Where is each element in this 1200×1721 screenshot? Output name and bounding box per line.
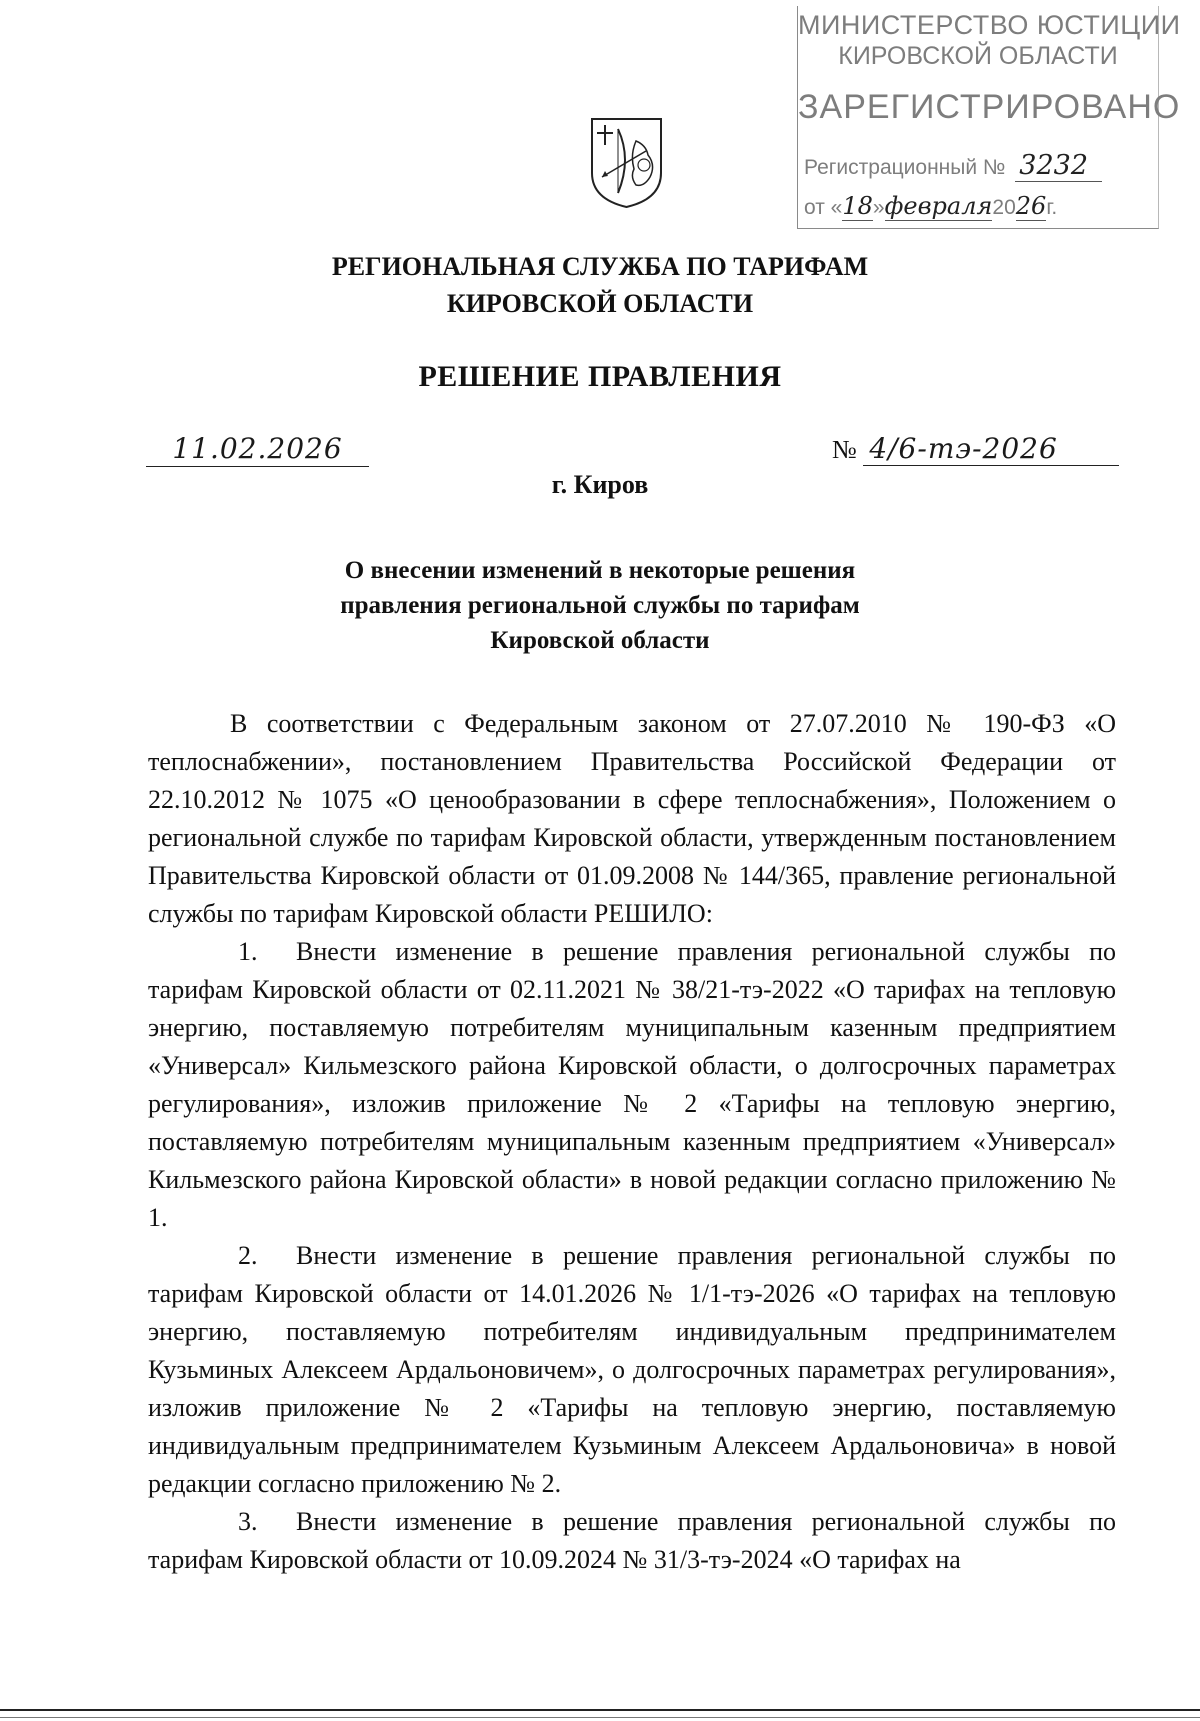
page-bottom-divider [0,1709,1200,1718]
stamp-date-year: 26 [1015,192,1047,220]
stamp-date-year-prefix: 20 [992,196,1016,219]
item-text: Внести изменение в решение правления региональной службы по тарифам Кировской области от 14.01.2026 № 1/1-тэ-2026 «О тарифах на тепловую энергию, поставляемую потребителям индивидуальным предпринимателем Кузьминых Алексеем Ардальоновичем», о долгосрочных параметрах регулирования», изложив приложение № 2 «Тарифы на тепловую энергию, поставляемую индивидуальным предпринимателем Кузьминым Алексеем Ардальоновича» в новой редакции согласно приложению № 2. [148,1241,1116,1498]
item-text: Внести изменение в решение правления региональной службы по тарифам Кировской области от 02.11.2021 № 38/21-тэ-2022 «О тарифах на тепловую энергию, поставляемую потребителям муниципальным казенным предприятием «Универсал» Кильмезского района Кировской области, о долгосрочных параметрах регулирования», изложив приложение № 2 «Тарифы на тепловую энергию, поставляемую потребителям муниципальным казенным предприятием «Универсал» Кильмезского района Кировской области» в новой редакции согласно приложению № 1. [148,937,1116,1232]
list-item [148,1237,1116,1503]
stamp-date-suffix: г. [1046,196,1058,219]
list-item [148,1503,1116,1579]
stamp-reg-number: 3232 [1015,150,1102,182]
list-item [148,933,1116,1237]
subject-line1: О внесении изменений в некоторые решения [344,557,856,584]
stamp-reg-label: Регистрационный № [804,156,1006,179]
decision-date: 11.02.2026 [146,432,369,467]
intro-paragraph: В соответствии с Федеральным законом от 27.07.2010 № 190-ФЗ «О теплоснабжении», постановлением Правительства Российской Федерации от 22.10.2012 № 1075 «О ценообразовании в сфере теплоснабжения», Положением о региональной службе по тарифам Кировской области, утвержденным постановлением Правительства Кировской области от 01.09.2008 № 144/365, правление региональной службы по тарифам Кировской области РЕШИЛО: [148,709,1116,928]
stamp-registered: ЗАРЕГИСТРИРОВАНО [798,88,1181,126]
stamp-ministry: МИНИСТЕРСТВО ЮСТИЦИИ [798,10,1181,40]
document-title: РЕШЕНИЕ ПРАВЛЕНИЯ [418,360,782,393]
coat-of-arms-icon [588,115,665,210]
document-body [148,705,1116,1579]
item-number: 1. [238,937,258,966]
item-number: 3. [238,1507,258,1536]
subject-line3: Кировской области [490,627,710,654]
stamp-date-prefix: от « [804,196,843,219]
decision-number: 4/6-тэ-2026 [863,432,1119,466]
stamp-date-month: февраля [884,192,993,220]
decision-number-label: № [832,435,857,464]
stamp-reg-number-row [804,150,1102,181]
stamp-region: КИРОВСКОЙ ОБЛАСТИ [838,42,1118,70]
city: г. Киров [551,470,649,499]
subject-line2: правления региональной службы по тарифам [340,592,860,619]
stamp-date-day: 18 [842,192,873,220]
org-name-line1: РЕГИОНАЛЬНАЯ СЛУЖБА ПО ТАРИФАМ [331,252,869,281]
stamp-date-mid: » [872,196,885,219]
item-number: 2. [238,1241,258,1270]
registration-stamp [797,6,1181,229]
decision-number-row [832,432,1119,466]
org-name-line2: КИРОВСКОЙ ОБЛАСТИ [446,289,754,318]
item-text: Внести изменение в решение правления региональной службы по тарифам Кировской области от 10.09.2024 № 31/3-тэ-2024 «О тарифах на [148,1507,1116,1574]
stamp-date-row [804,192,1057,220]
